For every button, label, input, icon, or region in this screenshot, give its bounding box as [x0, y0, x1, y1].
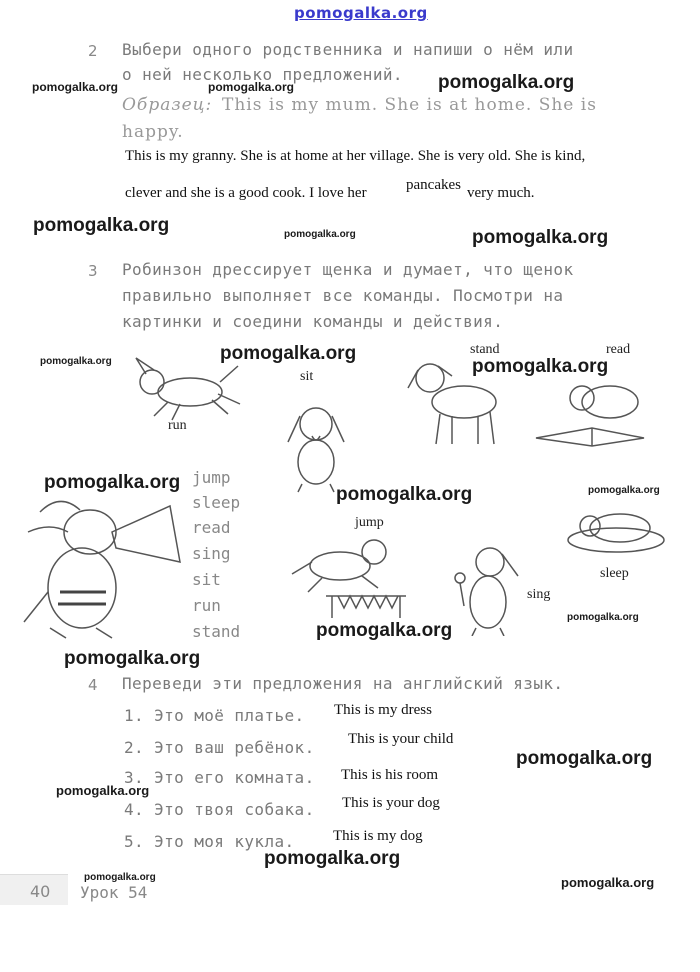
top-watermark[interactable]: pomogalka.org [294, 4, 428, 22]
task4-answer-1: This is my dress [334, 702, 432, 718]
command-jump: jump [192, 468, 231, 487]
watermark: pomogalka.org [567, 612, 639, 623]
watermark: pomogalka.org [40, 356, 112, 367]
task2-answer-inserted: pancakes [406, 177, 461, 193]
task3-number: 3 [88, 262, 98, 280]
label-jump: jump [355, 515, 384, 530]
watermark: pomogalka.org [56, 783, 150, 798]
command-sit: sit [192, 570, 221, 589]
dog-sleep-illustration [556, 500, 668, 556]
label-stand: stand [470, 342, 500, 357]
dog-sit-illustration [280, 402, 352, 494]
lesson-label: Урок 54 [80, 883, 148, 902]
command-sing: sing [192, 544, 231, 563]
dog-sing-illustration [448, 544, 524, 636]
task4-instruction: Переведи эти предложения на английский язык. [122, 674, 564, 693]
watermark: pomogalka.org [220, 343, 357, 364]
watermark: pomogalka.org [284, 229, 356, 240]
task4-answer-3: This is his room [341, 767, 439, 783]
dog-read-illustration [532, 372, 650, 448]
label-sit: sit [300, 369, 314, 384]
task4-question-4: 4. Это твоя собака. [124, 800, 315, 819]
task2-sample-text2: happy. [122, 122, 184, 142]
watermark: pomogalka.org [264, 848, 401, 869]
task4-question-5: 5. Это моя кукла. [124, 832, 295, 851]
watermark: pomogalka.org [64, 648, 201, 669]
task2-instruction-line1: Выбери одного родственника и напиши о нём или [122, 40, 574, 59]
dog-stand-illustration [402, 352, 508, 448]
task2-answer-line2: clever and she is a good cook. I love her [125, 185, 367, 201]
watermark: pomogalka.org [516, 748, 653, 769]
watermark: pomogalka.org [32, 80, 119, 94]
watermark: pomogalka.org [588, 485, 660, 496]
page-number: 40 [30, 882, 51, 901]
task4-number: 4 [88, 676, 98, 694]
task4-question-1: 1. Это моё платье. [124, 706, 305, 725]
dog-run-illustration [128, 352, 246, 424]
command-run: run [192, 596, 221, 615]
task2-answer-line1: This is my granny. She is at home at her village. She is very old. She is kind, [125, 148, 586, 164]
watermark: pomogalka.org [472, 227, 609, 248]
label-read: read [606, 342, 631, 357]
watermark: pomogalka.org [44, 472, 181, 493]
dog-jump-illustration [282, 534, 408, 620]
watermark: pomogalka.org [336, 484, 473, 505]
watermark: pomogalka.org [316, 620, 453, 641]
task2-number: 2 [88, 42, 98, 60]
command-sleep: sleep [192, 493, 241, 512]
watermark: pomogalka.org [33, 215, 170, 236]
task3-instruction-line1: Робинзон дрессирует щенка и думает, что щенок [122, 260, 574, 279]
task4-answer-4: This is your dog [342, 795, 440, 811]
watermark: pomogalka.org [438, 72, 575, 93]
task2-sample-label: Образец: [122, 95, 213, 115]
task2-answer-line2-end: very much. [467, 185, 535, 201]
task4-question-3: 3. Это его комната. [124, 768, 315, 787]
command-stand: stand [192, 622, 241, 641]
task3-instruction-line3: картинки и соедини команды и действия. [122, 312, 504, 331]
task4-answer-2: This is your child [348, 731, 454, 747]
task2-instruction-line2: о ней несколько предложений. [122, 65, 403, 84]
label-run: run [168, 418, 187, 433]
watermark: pomogalka.org [208, 80, 295, 94]
parrot-megaphone-illustration [20, 492, 190, 642]
task3-instruction-line2: правильно выполняет все команды. Посмотри на [122, 286, 564, 305]
label-sing: sing [527, 587, 551, 602]
watermark: pomogalka.org [561, 875, 655, 890]
task4-answer-5: This is my dog [333, 828, 423, 844]
command-read: read [192, 518, 231, 537]
label-sleep: sleep [600, 566, 629, 581]
watermark: pomogalka.org [472, 356, 609, 377]
task2-sample-text: This is my mum. She is at home. She is [222, 95, 597, 115]
task4-question-2: 2. Это ваш ребёнок. [124, 738, 315, 757]
watermark: pomogalka.org [84, 872, 156, 883]
